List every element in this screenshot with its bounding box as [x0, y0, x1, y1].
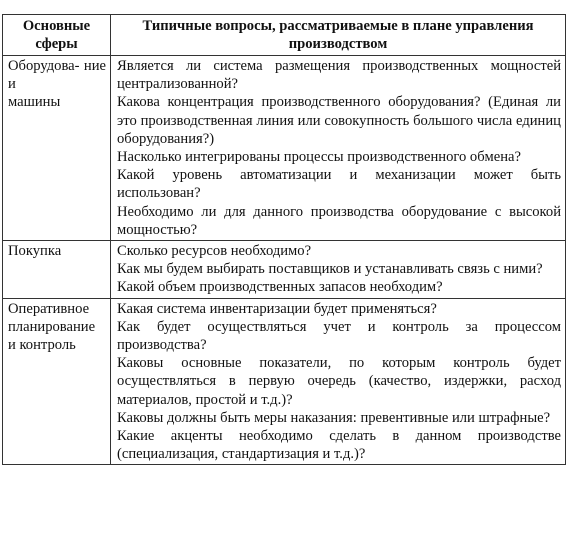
questions-cell	[111, 298, 566, 465]
area-label-line: Оборудова- ние и	[8, 58, 106, 93]
questions-cell	[111, 241, 566, 299]
question-item: Каковы основные показатели, по которым контроль будет осуществляться в первую очередь (качество, издержки, расход материалов, простой и т.д.)?	[117, 355, 561, 408]
question-item: Каковы должны быть меры наказания: превентивные или штрафные?	[117, 409, 551, 426]
questions-cell	[111, 56, 566, 241]
table-row-equipment	[3, 56, 566, 241]
area-label-line: машины	[8, 94, 61, 111]
area-cell: Оперативное планирование и контроль	[3, 298, 111, 465]
area-cell	[3, 56, 111, 241]
header-typical-questions: Типичные вопросы, рассматриваемые в плане управления производством	[111, 15, 566, 56]
question-item: Какова концентрация производственного оборудования? (Единая ли это производственная линия или совокупность большого числа единиц оборудования?)	[117, 94, 561, 147]
question-item: Как мы будем выбирать поставщиков и устанавливать связь с ними?	[117, 261, 543, 278]
table-row-operational-planning	[3, 298, 566, 465]
question-item: Какие акценты необходимо сделать в данном производстве (специализация, стандартизация и т.д.)?	[117, 428, 561, 463]
header-row	[3, 15, 566, 56]
question-item: Необходимо ли для данного производства оборудование с высокой мощностью?	[117, 203, 561, 238]
question-item: Как будет осуществляться учет и контроль за процессом производства?	[117, 318, 561, 354]
area-cell: Покупка	[3, 241, 111, 299]
table-row-purchasing	[3, 241, 566, 299]
question-item: Насколько интегрированы процессы производственного обмена?	[117, 149, 521, 166]
question-item: Какой объем производственных запасов необходим?	[117, 279, 443, 296]
production-management-table	[2, 14, 566, 465]
question-item: Является ли система размещения производственных мощностей централизованной?	[117, 58, 561, 93]
question-item: Какой уровень автоматизации и механизации может быть использован?	[117, 167, 561, 202]
header-main-areas: Основные сферы	[3, 15, 111, 56]
question-item: Сколько ресурсов необходимо?	[117, 243, 312, 260]
question-item: Какая система инвентаризации будет применяться?	[117, 300, 437, 317]
